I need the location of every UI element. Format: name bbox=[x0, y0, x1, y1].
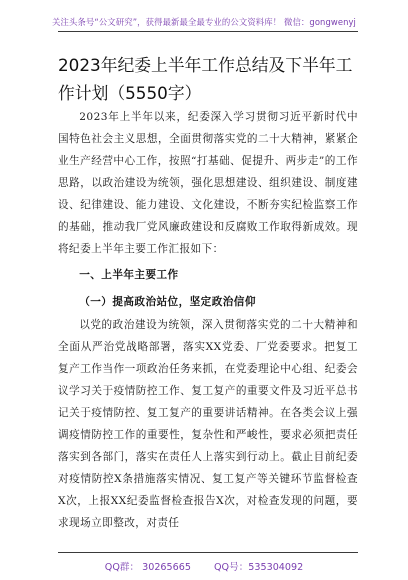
qq-group: QQ群： 30265665 bbox=[104, 562, 191, 573]
document-body bbox=[58, 106, 358, 534]
qq-number: QQ号：535304092 bbox=[214, 562, 304, 573]
intro-paragraph: 2023年上半年以来，纪委深入学习贯彻习近平新时代中国特色社会主义思想，全面贯彻落实党的二十大精神，紧紧企业生产经营中心工作，按照“打基础、促提升、两步走”的工作思路，以政治建设为统领，强化思想建设、组织建设、制度建设、纪律建设、能力建设、文化建设，不断夯实纪检监察工作的基础，推动我厂党风廉政建设和反腐败工作取得新成效。现将纪委上半年主要工作汇报如下： bbox=[58, 111, 358, 255]
subsection-heading: （一）提高政治站位，坚定政治信仰 bbox=[79, 296, 256, 308]
body-paragraph: 以党的政治建设为统领，深入贯彻落实党的二十大精神和全面从严治党战略部署，落实XX党委、厂党委要求。把复工复产工作当作一项政治任务来抓，在党委理论中心组、纪委会议学习关于疫情防控工作、复工复产的重要文件及习近平总书记关于疫情防控、复工复产的重要讲话精神。在各类会议上强调疫情防控工作的重要性，复杂性和严峻性，要求必须把责任落实到各部门，落实在责任人上落实到行动上。截止目前纪委对疫情防控X条措施落实情况、复工复产等关键环节监督检查X次，上报XX纪委监督检查报告X次，对检查发现的问题，要求现场立即整改，对责任 bbox=[58, 319, 358, 529]
promo-banner: 关注头条号“公文研究”，获得最新最全最专业的公文资料库！ 微信：gongwenyj bbox=[52, 17, 356, 27]
footer-contacts bbox=[0, 559, 408, 573]
header-divider bbox=[58, 31, 358, 32]
footer-divider bbox=[58, 552, 358, 553]
document-title: 2023年纪委上半年工作总结及下半年工作计划（5550字） bbox=[58, 55, 353, 103]
section-heading: 一、上半年主要工作 bbox=[79, 269, 179, 281]
